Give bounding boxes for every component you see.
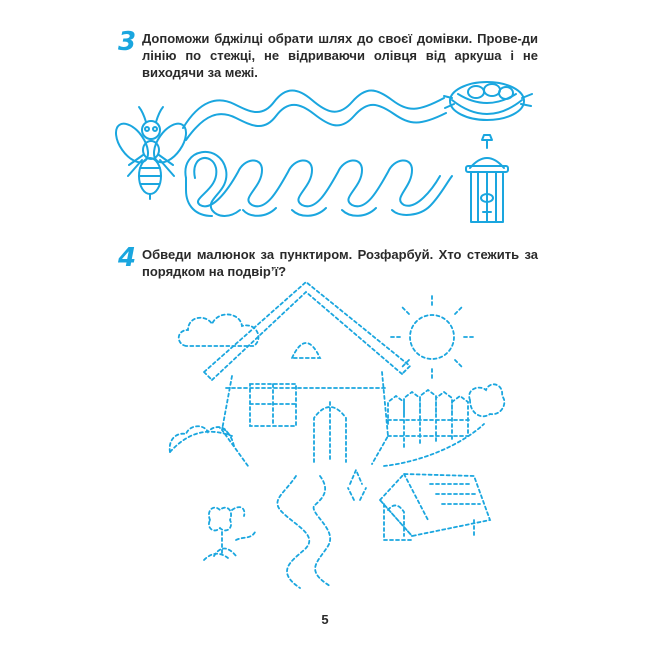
bush-outline — [469, 384, 504, 416]
task-number-3: 3 — [118, 27, 137, 57]
hill-outline — [170, 424, 484, 466]
house-outline — [222, 372, 388, 466]
sun-outline — [391, 296, 473, 378]
lower-path — [185, 152, 452, 216]
upper-path — [183, 91, 446, 141]
task-number-4: 4 — [118, 243, 137, 273]
door-outline — [314, 402, 346, 462]
page-number: 5 — [321, 612, 329, 627]
beehive-illustration — [466, 135, 508, 222]
grass-outline — [348, 470, 366, 500]
attic-window-outline — [292, 343, 320, 358]
cloud-outline — [179, 314, 259, 346]
roof-outline — [204, 282, 410, 380]
garden-path-outline — [277, 476, 330, 588]
dotted-house-scene — [170, 282, 505, 588]
task-3-instruction: Допоможи бджілці обрати шлях до своєї домівки. Прове-ди лінію по стежці, не відриваючи олівця від аркуша і не виходячи за межі. — [142, 31, 538, 80]
flowers-outline — [209, 507, 256, 556]
bee-illustration — [110, 107, 193, 199]
task-4-instruction: Обведи малюнок за пунктиром. Розфарбуй. Хто стежить за порядком на подвір’ї? — [142, 247, 538, 279]
kennel-outline — [380, 474, 490, 540]
nest-illustration — [444, 82, 532, 120]
fence-outline — [388, 390, 468, 448]
